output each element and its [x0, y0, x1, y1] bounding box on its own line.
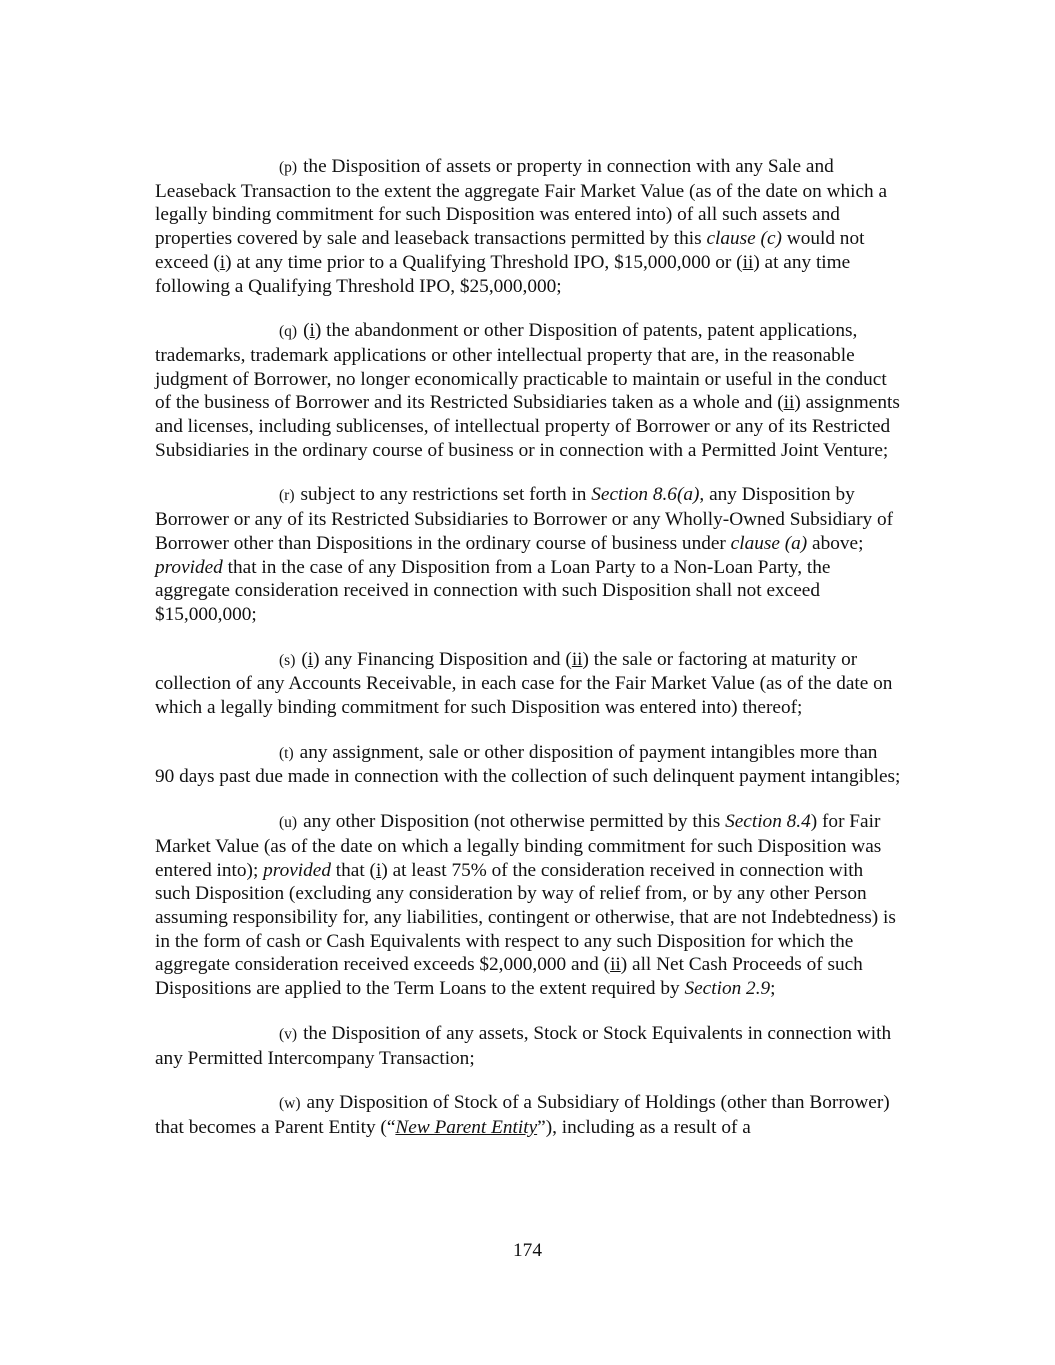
underlined-numeral: ii: [783, 392, 795, 414]
underlined-numeral: i: [219, 251, 226, 273]
clause-text: the Disposition of any assets, Stock or Stock Equivalents in connection with any Permitted Intercompany Transaction;: [155, 1022, 892, 1069]
clause-text: any assignment, sale or other disposition of payment intangibles more than 90 days past due made in connection with the collection of such delinquent payment intangibles;: [155, 741, 901, 788]
clause-label: (r): [279, 487, 295, 505]
clause-text: subject to any restrictions set forth in: [300, 484, 592, 506]
clause-text: ;: [770, 978, 776, 1000]
clause-text: any other Disposition (not otherwise permitted by this: [303, 811, 726, 833]
italic-reference: Section 8.6(a): [591, 484, 700, 506]
clause-text: that (: [330, 859, 376, 881]
clause-label: (t): [279, 744, 294, 762]
clause-text: that in the case of any Disposition from a Loan Party to a Non-Loan Party, the aggregate consideration received in connection with such Disposition shall not exceed $15,000,000;: [155, 556, 831, 625]
clause-paragraph: [155, 1091, 901, 1139]
clause-list: [155, 155, 901, 1140]
underlined-numeral: ii: [571, 648, 583, 670]
clause-text: (: [301, 648, 308, 670]
clause-paragraph: [155, 1022, 901, 1070]
clause-label: (w): [279, 1095, 301, 1113]
italic-reference: clause (c): [706, 228, 782, 250]
underlined-numeral: i: [375, 859, 382, 881]
clause-paragraph: [155, 741, 901, 789]
clause-text: , any Disposition by Borrower or any of its Restricted Subsidiaries to Borrower or any Wholly-Owned Subsidiary of Borrower other than Dispositions in the ordinary course of business under: [155, 484, 894, 554]
italic-reference: New Parent Entity: [395, 1116, 538, 1138]
clause-label: (u): [279, 814, 298, 832]
clause-text: would not exceed (: [155, 228, 865, 273]
underlined-numeral: ii: [742, 251, 754, 273]
clause-text: ) the abandonment or other Disposition of patents, patent applications, trademarks, trademark applications or other intellectual property that are, in the reasonable judgment of Borrower, no longer economically practicable to maintain or useful in the conduct of the business of Borrower and its Restricted Subsidiaries taken as a whole and (: [155, 320, 887, 414]
underlined-numeral: i: [309, 320, 315, 342]
underlined-numeral: ii: [610, 954, 621, 976]
italic-reference: provided: [263, 859, 331, 881]
clause-paragraph: [155, 810, 901, 1001]
clause-text: ) at any time prior to a Qualifying Threshold IPO, $15,000,000 or (: [225, 251, 743, 273]
clause-text: the Disposition of assets or property in connection with any Sale and Leaseback Transaction to the extent the aggregate Fair Market Value (as of the date on which a legally binding commitment for such Disposition was entered into) of all such assets and properties covered by sale and leaseback transactions permitted by this: [155, 156, 888, 250]
page-number: 174: [513, 1240, 542, 1261]
underlined-numeral: i: [307, 648, 314, 670]
clause-text: ) assignments and licenses, including sublicenses, of intellectual property of Borrower or any of its Restricted Subsidiaries in the ordinary course of business or in connection with a Permitted Joint Venture;: [155, 392, 900, 461]
clause-label: (q): [279, 323, 298, 341]
clause-text: (: [303, 320, 310, 342]
clause-paragraph: [155, 483, 901, 626]
clause-text: above;: [807, 532, 864, 554]
clause-label: (v): [279, 1025, 298, 1043]
clause-paragraph: [155, 319, 901, 462]
clause-text: any Disposition of Stock of a Subsidiary of Holdings (other than Borrower) that becomes a Parent Entity (“: [155, 1092, 890, 1138]
italic-reference: Section 8.4: [725, 811, 811, 833]
document-page: [155, 155, 901, 1161]
clause-text: ) all Net Cash Proceeds of such Dispositions are applied to the Term Loans to the extent required by: [155, 954, 863, 1000]
italic-reference: clause (a): [730, 532, 808, 554]
clause-label: (s): [279, 651, 296, 669]
clause-text: ) at least 75% of the consideration received in connection with such Disposition (excluding any consideration by way of relief from, or by any other Person assuming responsibility for, any liabilities, contingent or otherwise, that are not Indebtedness) is in the form of cash or Cash Equivalents with respect to any such Disposition for which the aggregate consideration received exceeds $2,000,000 and (: [155, 859, 896, 976]
clause-text: ) any Financing Disposition and (: [313, 648, 572, 670]
italic-reference: provided: [155, 556, 223, 578]
clause-text: ) for Fair Market Value (as of the date on which a legally binding commitment for such Disposition was entered into);: [155, 811, 882, 881]
clause-paragraph: [155, 155, 901, 298]
clause-text: ”), including as a result of a: [537, 1116, 751, 1138]
clause-paragraph: [155, 648, 901, 720]
italic-reference: Section 2.9: [684, 978, 771, 1000]
clause-text: ) at any time following a Qualifying Threshold IPO, $25,000,000;: [155, 251, 851, 297]
clause-label: (p): [279, 159, 298, 176]
clause-text: ) the sale or factoring at maturity or collection of any Accounts Receivable, in each case for the Fair Market Value (as of the date on which a legally binding commitment for such Disposition was entered into) thereof;: [155, 648, 893, 719]
